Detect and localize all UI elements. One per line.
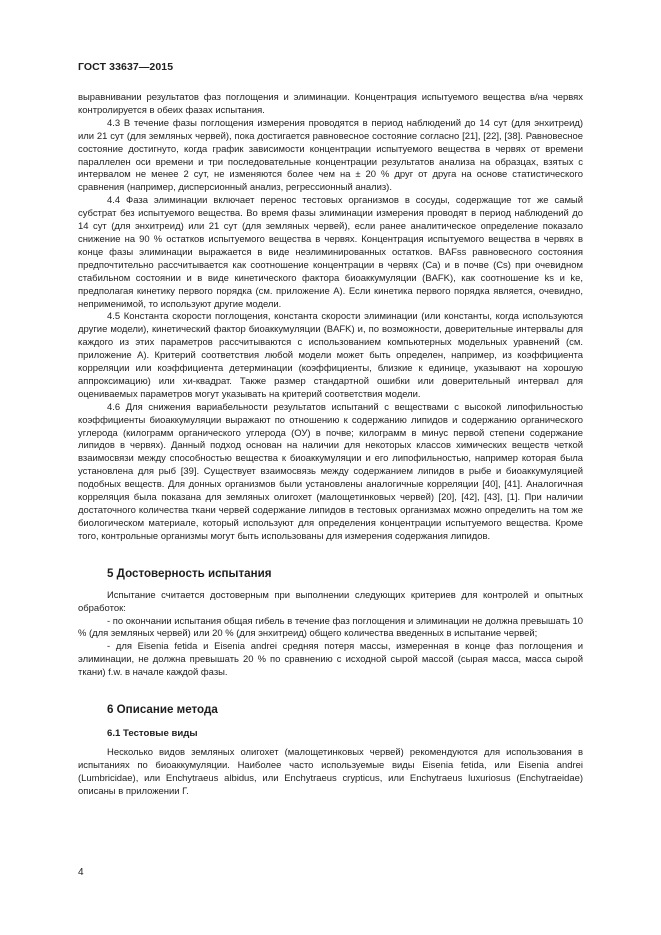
section-6-heading: 6 Описание метода xyxy=(107,703,218,717)
subsection-6-1-paragraph: Несколько видов земляных олигохет (малощетинковых червей) рекомендуются для использования в испытаниях по биоаккумуляции. Наиболее часто используемые виды Eisenia fetida, или Eisenia andrei (Lumbricidae), или Enchytraeus albidus, или Enchytraeus crypticus, или Enchytraeus luxuriosus (Enchytraeidae) описаны в приложении Г. xyxy=(78,747,583,797)
section-5-list-item-mass-loss: - для Eisenia fetida и Eisenia andrei средняя потеря массы, измеренная в конце фаз поглощения и элиминации, не должна превышать 20 % по сравнению с исходной сырой массой (сырая масса, масса сырой ткани) f.w. в начале каждой фазы. xyxy=(78,641,583,679)
document-code-header: ГОСТ 33637—2015 xyxy=(78,61,174,73)
section-5-paragraph-intro: Испытание считается достоверным при выполнении следующих критериев для контролей и опытных обработок: xyxy=(78,589,583,614)
document-body xyxy=(78,92,583,799)
page-number: 4 xyxy=(78,867,84,878)
section-5-list-item-mortality: - по окончании испытания общая гибель в течение фаз поглощения и элиминации не должна превышать 10 % (для земляных червей) или 20 % (для энхитреид) общего количества введенных в испытание червей; xyxy=(78,615,583,640)
section-5-heading: 5 Достоверность испытания xyxy=(107,566,272,580)
paragraph-4-3: 4.3 В течение фазы поглощения измерения проводятся в период наблюдений до 14 сут (для энхитреид) или 21 сут (для земляных червей), пока достигается равновесное состояние согласно [21], [22], [38]. Равновесное состояние достигнуто, когда график зависимости концентрации испытуемого вещества в червях от времени параллелен оси времени и три последовательные концентрации результатов анализа на образцах, взятых с интервалом не менее 2 сут, не изменяются более чем на ± 20 % друг от друга на основе статистического сравнения (например, дисперсионный анализ, регрессионный анализ). xyxy=(78,117,583,194)
subsection-6-1-heading: 6.1 Тестовые виды xyxy=(107,728,198,740)
paragraph-4-6: 4.6 Для снижения вариабельности результатов испытаний с веществами с высокой липофильностью коэффициенты биоаккумуляции выражают по отношению к содержанию липидов и содержанию органического углерода (килограмм органического углерода (ОУ) в почве; килограмм в минус первой степени содержание липидов в червях). Данный подход основан на наличии для некоторых классов химических веществ четкой взаимосвязи между способностью вещества к биоаккумуляции и его липофильностью, например которая была установлена для рыб [39]. Существует взаимосвязь между содержанием липидов в рыбе и биоаккумуляцией подобных веществ. Для донных организмов были установлены аналогичные корреляции [40], [41]. Аналогичная корреляция была показана для земляных олигохет (малощетинковых червей) [20], [42], [43], [1]. При наличии достаточного количества ткани червей содержание липидов в тестовых организмах можно определить на том же биологическом материале, который используют для определения концентрации испытуемого вещества. Кроме того, контрольные организмы могут быть использованы для измерения содержания липидов. xyxy=(78,401,583,542)
paragraph-4-4: 4.4 Фаза элиминации включает перенос тестовых организмов в сосуды, содержащие тот же самый субстрат без испытуемого вещества. Во время фазы элиминации измерения проводят в период наблюдений до 14 сут (для энхитреид) или 21 сут (для земляных червей), если ранее аналитическое определение показало снижение на 90 % остатков испытуемого вещества в червях. Концентрация испытуемого вещества в червях в конце фазы элиминации выражается в виде неэлиминированных остатков. BAFss равновесного состояния предпочтительно рассчитывается как соотношение концентрации в червях (Ca) и в почве (Cs) при очевидном стабильном состоянии и в виде кинетического фактора биоаккумуляции (BAFK), как соотношение ks и ke, предполагая кинетику первого порядка (см. приложение А). Если кинетика первого порядка является, очевидно, неприменимой, то используют другие модели. xyxy=(78,195,583,310)
paragraph-continuation: выравнивании результатов фаз поглощения и элиминации. Концентрация испытуемого вещества в/на червях контролируется в обеих фазах испытания. xyxy=(78,92,583,116)
paragraph-4-5: 4.5 Константа скорости поглощения, константа скорости элиминации (или константы, когда используются другие модели), кинетический фактор биоаккумуляции (BAFK) и, по возможности, доверительные интервалы для каждого из этих параметров рассчитываются с использованием компьютерных модельных уравнений (см. приложение А). Критерий соответствия любой модели может быть определен, например, из коэффициента корреляции или коэффициента детерминации (коэффициенты, близкие к единице, указывают на хорошую аппроксимацию) или хи-квадрат. Также размер стандартной ошибки или доверительный интервал для оцениваемых параметров могут указывать на критерий соответствия модели. xyxy=(78,311,583,400)
